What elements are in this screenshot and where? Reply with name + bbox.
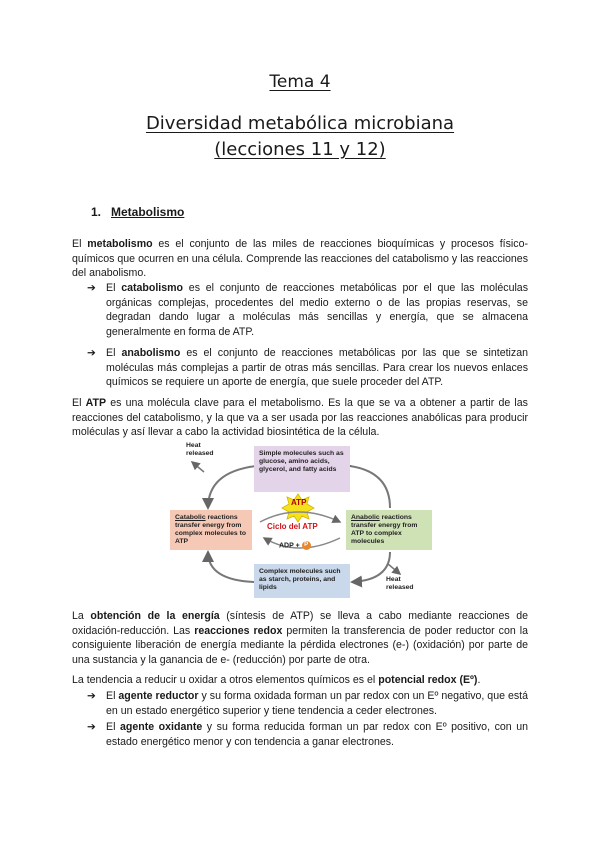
atp-cycle-diagram xyxy=(168,442,438,597)
arrow-anabolic-to-complex xyxy=(352,552,390,582)
bullet-agente-reductor: ➔ El agente reductor y su forma oxidada forman un par redox con un Eº negativo, que está en un estado energético superior y tiene tendencia a ceder electrones. xyxy=(87,690,528,717)
catabolic-box: Catabolic reactions transfer energy from complex molecules to ATP xyxy=(170,510,252,550)
arrow-complex-to-catabolic xyxy=(208,552,254,582)
bullet-catabolismo: ➔ El catabolismo es el conjunto de reacciones metabólicas por el que las moléculas orgánicas complejas, procedentes del medio externo o de las propias reservas, se degradan dando lugar a moléculas más sencillas y energía, que se almacena generalmente en forma de ATP. xyxy=(87,282,528,338)
phosphate-icon: P xyxy=(302,541,311,550)
title-line-1: Diversidad metabólica microbiana xyxy=(145,113,455,134)
paragraph-atp: El ATP es una molécula clave para el metabolismo. Es la que se va a obtener a partir de las reacciones del catabolismo, y la que va a ser usada por las reacciones anabólicas para producir moléculas y así llevar a cabo la actividad biosintética de la célula. xyxy=(72,397,528,439)
arrow-bullet-icon: ➔ xyxy=(87,282,96,294)
ciclo-atp-label: Ciclo del ATP xyxy=(267,522,318,531)
anabolic-box: Anabolic reactions transfer energy from ATP to complex molecules xyxy=(346,510,432,550)
title-line-2: (lecciones 11 y 12) xyxy=(214,139,386,160)
simple-molecules-box: Simple molecules such as glucose, amino acids, glycerol, and fatty acids xyxy=(254,446,350,492)
paragraph-metabolismo: El metabolismo es el conjunto de las miles de reacciones bioquímicas y procesos físico-químicos que ocurren en una célula. Comprende las reacciones del catabolismo y las reacciones del anabolismo. xyxy=(72,238,528,280)
section-heading-metabolismo xyxy=(91,205,184,219)
atp-label: ATP xyxy=(291,498,307,507)
adp-label: ADP + P xyxy=(279,541,311,550)
heat-released-top: Heat released xyxy=(186,442,214,457)
bullet-anabolismo: ➔ El anabolismo es el conjunto de reacciones metabólicas por las que se sintetizan moléculas más complejas a partir de otras más sencillas. Para crear los nuevos enlaces químicos se requiere un aporte de energía, que suele proceder del ATP. xyxy=(87,347,528,389)
heat-arrow-bottom xyxy=(388,564,400,574)
paragraph-obtencion-energia: La obtención de la energía (síntesis de ATP) se lleva a cabo mediante reacciones de oxidación-reducción. Las reacciones redox permiten la transferencia de poder reductor con la consiguiente liberación de energía mediante la pérdida electrones (e-) (oxidación) por parte de una sustancia y la ganancia de e- (reducción) por parte de otra. xyxy=(72,610,529,666)
paragraph-potencial-redox: La tendencia a reducir u oxidar a otros elementos químicos es el potencial redox (Eº). xyxy=(72,674,481,686)
arrow-top-to-catabolic xyxy=(208,466,256,508)
section-number: 1. xyxy=(91,205,102,219)
section-label: Metabolismo xyxy=(111,205,185,219)
arrow-bullet-icon: ➔ xyxy=(87,347,96,359)
arrow-top-to-anabolic xyxy=(350,466,390,508)
heat-arrow-top xyxy=(192,462,204,472)
arrow-bullet-icon: ➔ xyxy=(87,690,96,702)
arrow-bullet-icon: ➔ xyxy=(87,721,96,733)
complex-molecules-box: Complex molecules such as starch, proteins, and lipids xyxy=(254,564,350,598)
tema-heading: Tema 4 xyxy=(269,72,331,92)
heat-released-bottom: Heat released xyxy=(386,576,414,591)
bullet-agente-oxidante: ➔ El agente oxidante y su forma reducida forman un par redox con Eº positivo, con un estado energético menor y con tendencia a ganar electrones. xyxy=(87,721,528,748)
